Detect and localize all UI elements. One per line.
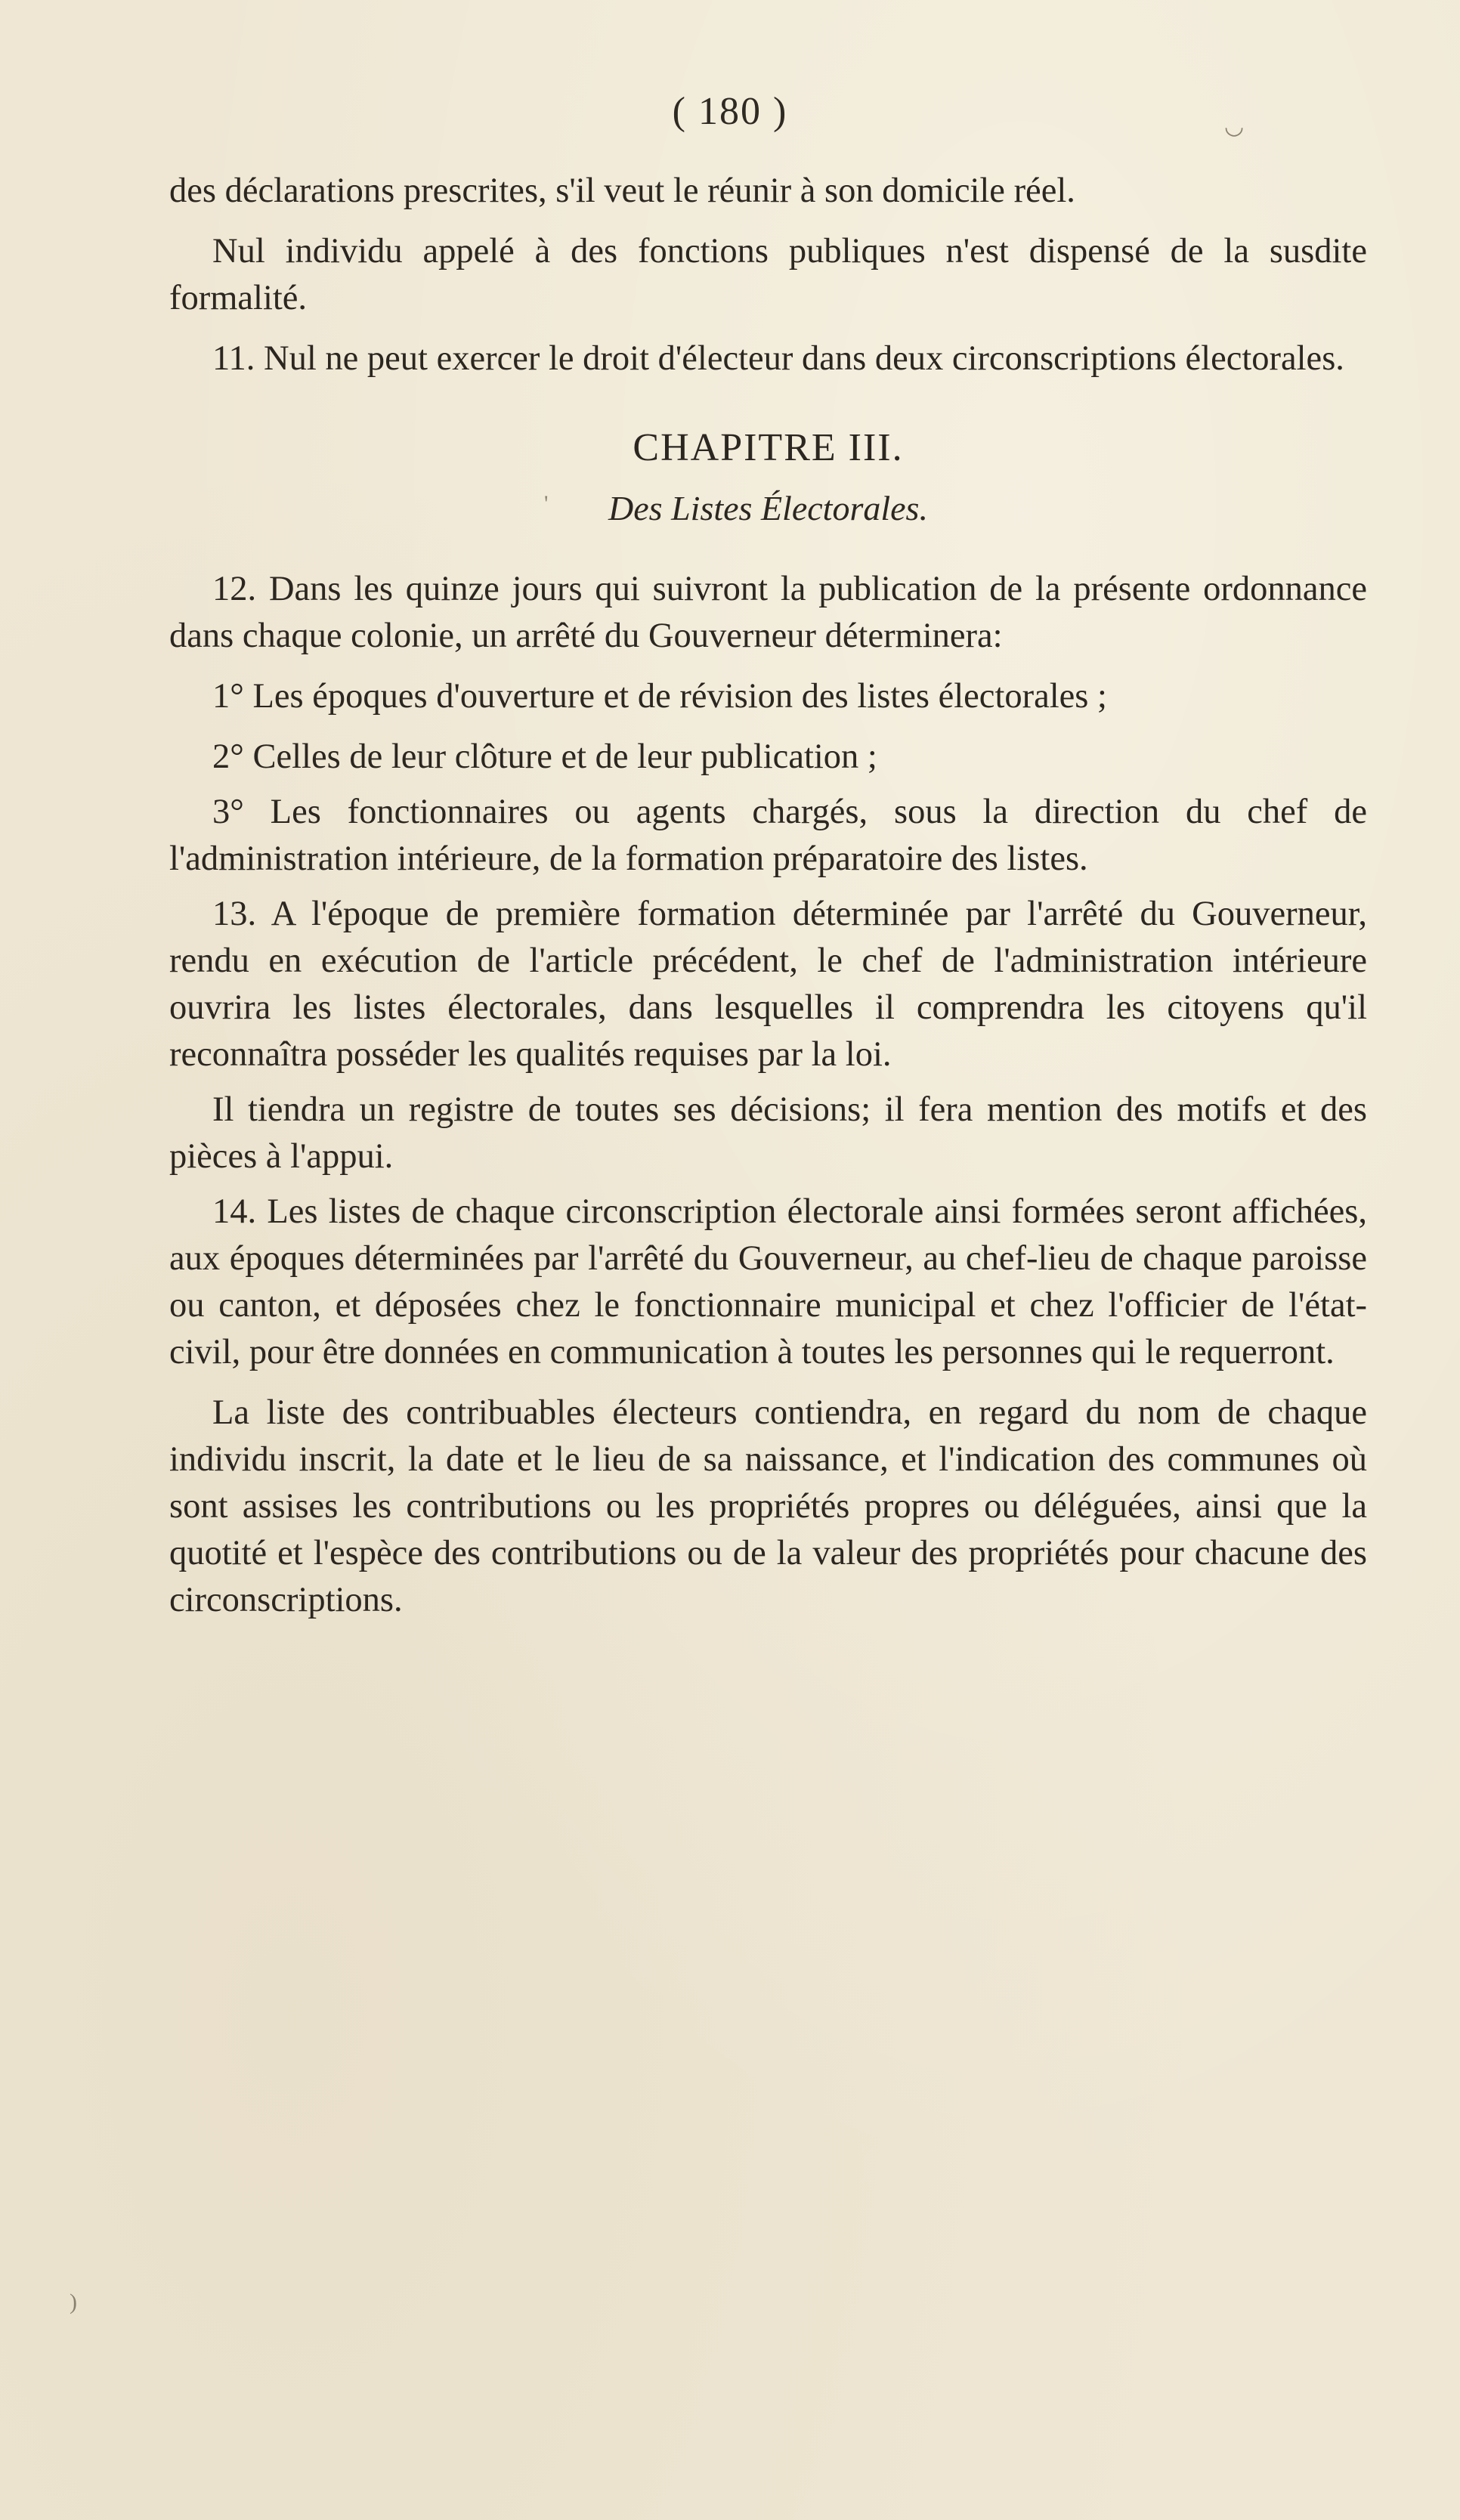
chapter-heading: CHAPITRE III. xyxy=(633,426,904,469)
paper-speck: ◡ xyxy=(1224,114,1245,139)
article-14: 14. Les listes de chaque circonscription électorale ainsi formées seront affichées, aux époques déterminées par l'arrêté du Gouverneur, au chef-lieu de chaque paroisse ou canton, et déposées chez le fonctionnaire municipal et chez l'officier de l'état-civil, pour être données en communication à toutes les personnes qui le requerront. xyxy=(169,1192,1367,1371)
paragraph: Il tiendra un registre de toutes ses décisions; il fera mention des motifs et des pièces à l'appui. xyxy=(169,1090,1367,1176)
paragraph: Nul individu appelé à des fonctions publiques n'est dispensé de la susdite formalité. xyxy=(169,232,1367,317)
page-body xyxy=(169,168,1367,1624)
chapter-subtitle: Des Listes Électorales. xyxy=(608,489,928,527)
list-item: 3° Les fonctionnaires ou agents chargés, sous la direction du chef de l'administration intérieure, de la formation préparatoire des listes. xyxy=(169,793,1367,878)
article-11: 11. Nul ne peut exercer le droit d'électeur dans deux circonscriptions électorales. xyxy=(212,339,1344,378)
list-item: 1° Les époques d'ouverture et de révision des listes électorales ; xyxy=(212,677,1107,716)
page-number: ( 180 ) xyxy=(672,90,788,133)
paragraph-continuation: des déclarations prescrites, s'il veut le réunir à son domicile réel. xyxy=(169,172,1075,210)
paper-speck: ' xyxy=(544,491,549,516)
paragraph: La liste des contribuables électeurs contiendra, en regard du nom de chaque individu inscrit, la date et le lieu de sa naissance, et l'indication des communes où sont assises les contributions ou les propriétés propres ou déléguées, ainsi que la quotité et l'espèce des contributions ou de la valeur des propriétés pour chacune des circonscriptions. xyxy=(169,1393,1367,1619)
article-13: 13. A l'époque de première formation déterminée par l'arrêté du Gouverneur, rendu en exécution de l'article précédent, le chef de l'administration intérieure ouvrira les listes électorales, dans lesquelles il comprendra les citoyens qu'il reconnaîtra posséder les qualités requises par la loi. xyxy=(169,895,1367,1074)
list-item: 2° Celles de leur clôture et de leur publication ; xyxy=(212,737,877,776)
article-12: 12. Dans les quinze jours qui suivront la publication de la présente ordonnance dans chaque colonie, un arrêté du Gouverneur déterminera: xyxy=(169,570,1367,655)
paper-speck: ) xyxy=(70,2290,77,2314)
